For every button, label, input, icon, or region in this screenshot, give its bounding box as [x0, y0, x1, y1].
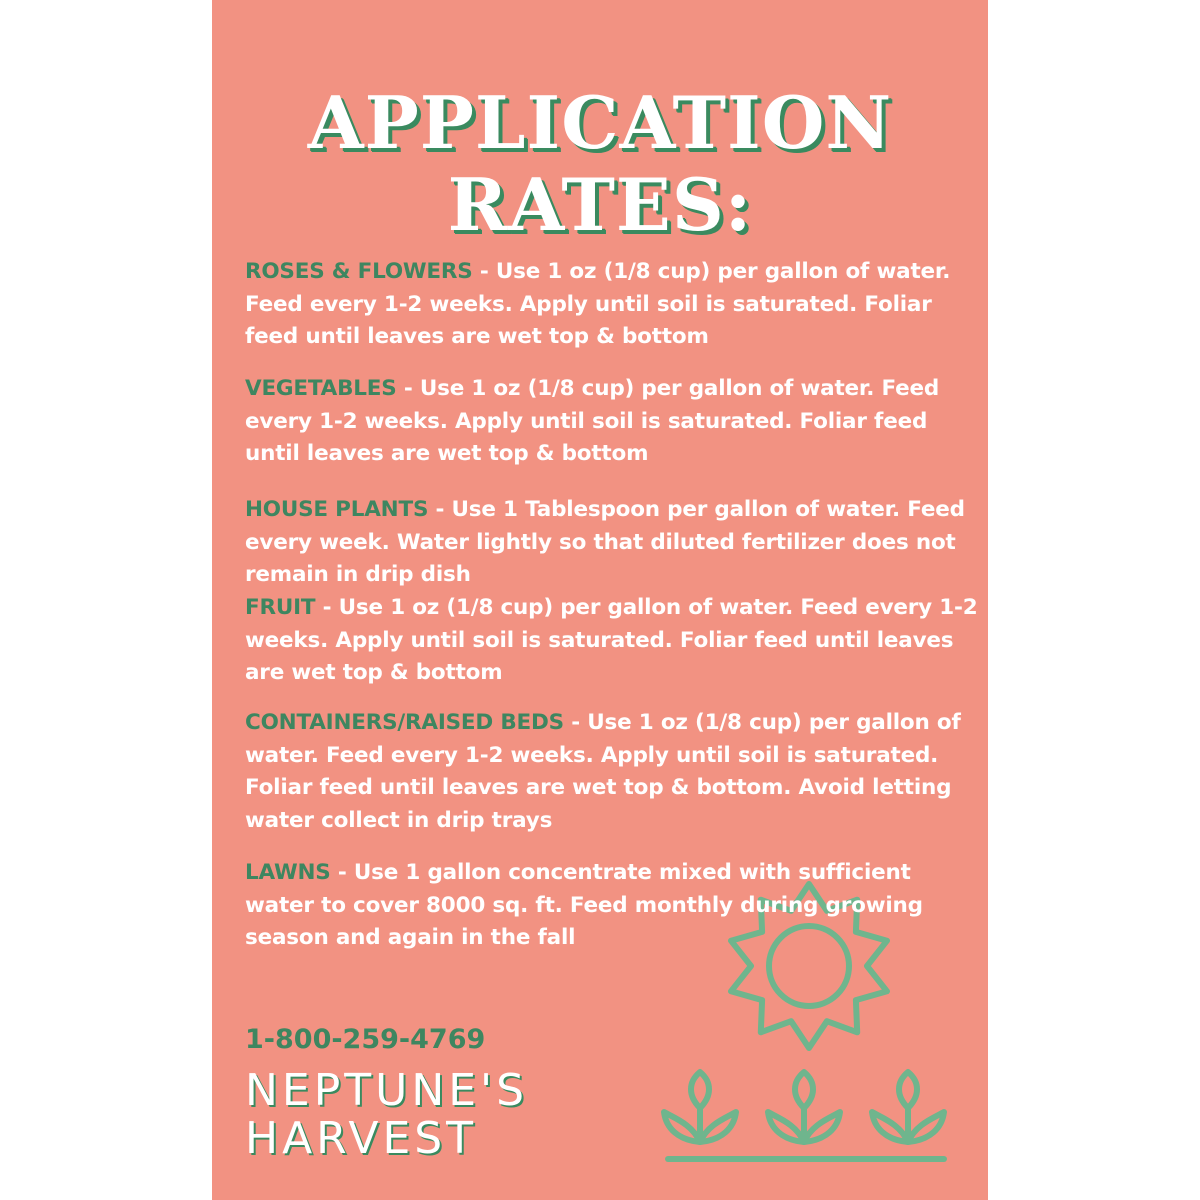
entry-text: Use 1 oz (1/8 cup) per gallon of water. Feed every 1-2 weeks. Apply until soil is saturated. Foliar feed until leaves are wet top & bottom. Avoid letting water collect in drip trays [245, 710, 961, 833]
rate-entry-house-plants [245, 494, 985, 592]
label-panel [212, 0, 988, 1200]
rate-entry-roses [245, 256, 985, 354]
entry-separator: - [315, 595, 339, 620]
brand-logo-line-1: NEPTUNE'S [245, 1065, 529, 1116]
rate-entry-lawns [245, 857, 985, 955]
sprout-icon [664, 1072, 944, 1159]
entry-separator: - [330, 860, 354, 885]
title-line-2: RATES: [447, 162, 753, 247]
entry-text: Use 1 gallon concentrate mixed with sufficient water to cover 8000 sq. ft. Feed monthly during growing season and again in the fall [245, 860, 923, 950]
entry-label: LAWNS [245, 860, 331, 885]
entry-text: Use 1 Tablespoon per gallon of water. Feed every week. Water lightly so that diluted fertilizer does not remain in drip dish [245, 497, 965, 587]
phone-number: 1-800-259-4769 [245, 1024, 486, 1055]
entry-separator: - [472, 259, 496, 284]
entry-separator: - [396, 376, 420, 401]
title-line-1: APPLICATION [307, 80, 893, 165]
entry-text: Use 1 oz (1/8 cup) per gallon of water. Feed every 1-2 weeks. Apply until soil is saturated. Foliar feed until leaves are wet top & bottom [245, 595, 978, 685]
entry-label: FRUIT [245, 595, 316, 620]
brand-logo-line-2: HARVEST [245, 1113, 478, 1164]
rate-entry-fruit [245, 592, 985, 690]
entry-label: CONTAINERS/RAISED BEDS [245, 710, 564, 735]
entry-separator: - [563, 710, 588, 735]
entry-label: ROSES & FLOWERS [245, 259, 473, 284]
rate-entry-containers [245, 707, 985, 837]
entry-label: HOUSE PLANTS [245, 497, 429, 522]
entry-label: VEGETABLES [245, 376, 397, 401]
entry-separator: - [428, 497, 452, 522]
entry-text: Use 1 oz (1/8 cup) per gallon of water. Feed every 1-2 weeks. Apply until soil is saturated. Foliar feed until leaves are wet top & bottom [245, 259, 951, 349]
entry-text: Use 1 oz (1/8 cup) per gallon of water. Feed every 1-2 weeks. Apply until soil is saturated. Foliar feed until leaves are wet top & bottom [245, 376, 940, 466]
rate-entry-vegetables [245, 373, 985, 471]
